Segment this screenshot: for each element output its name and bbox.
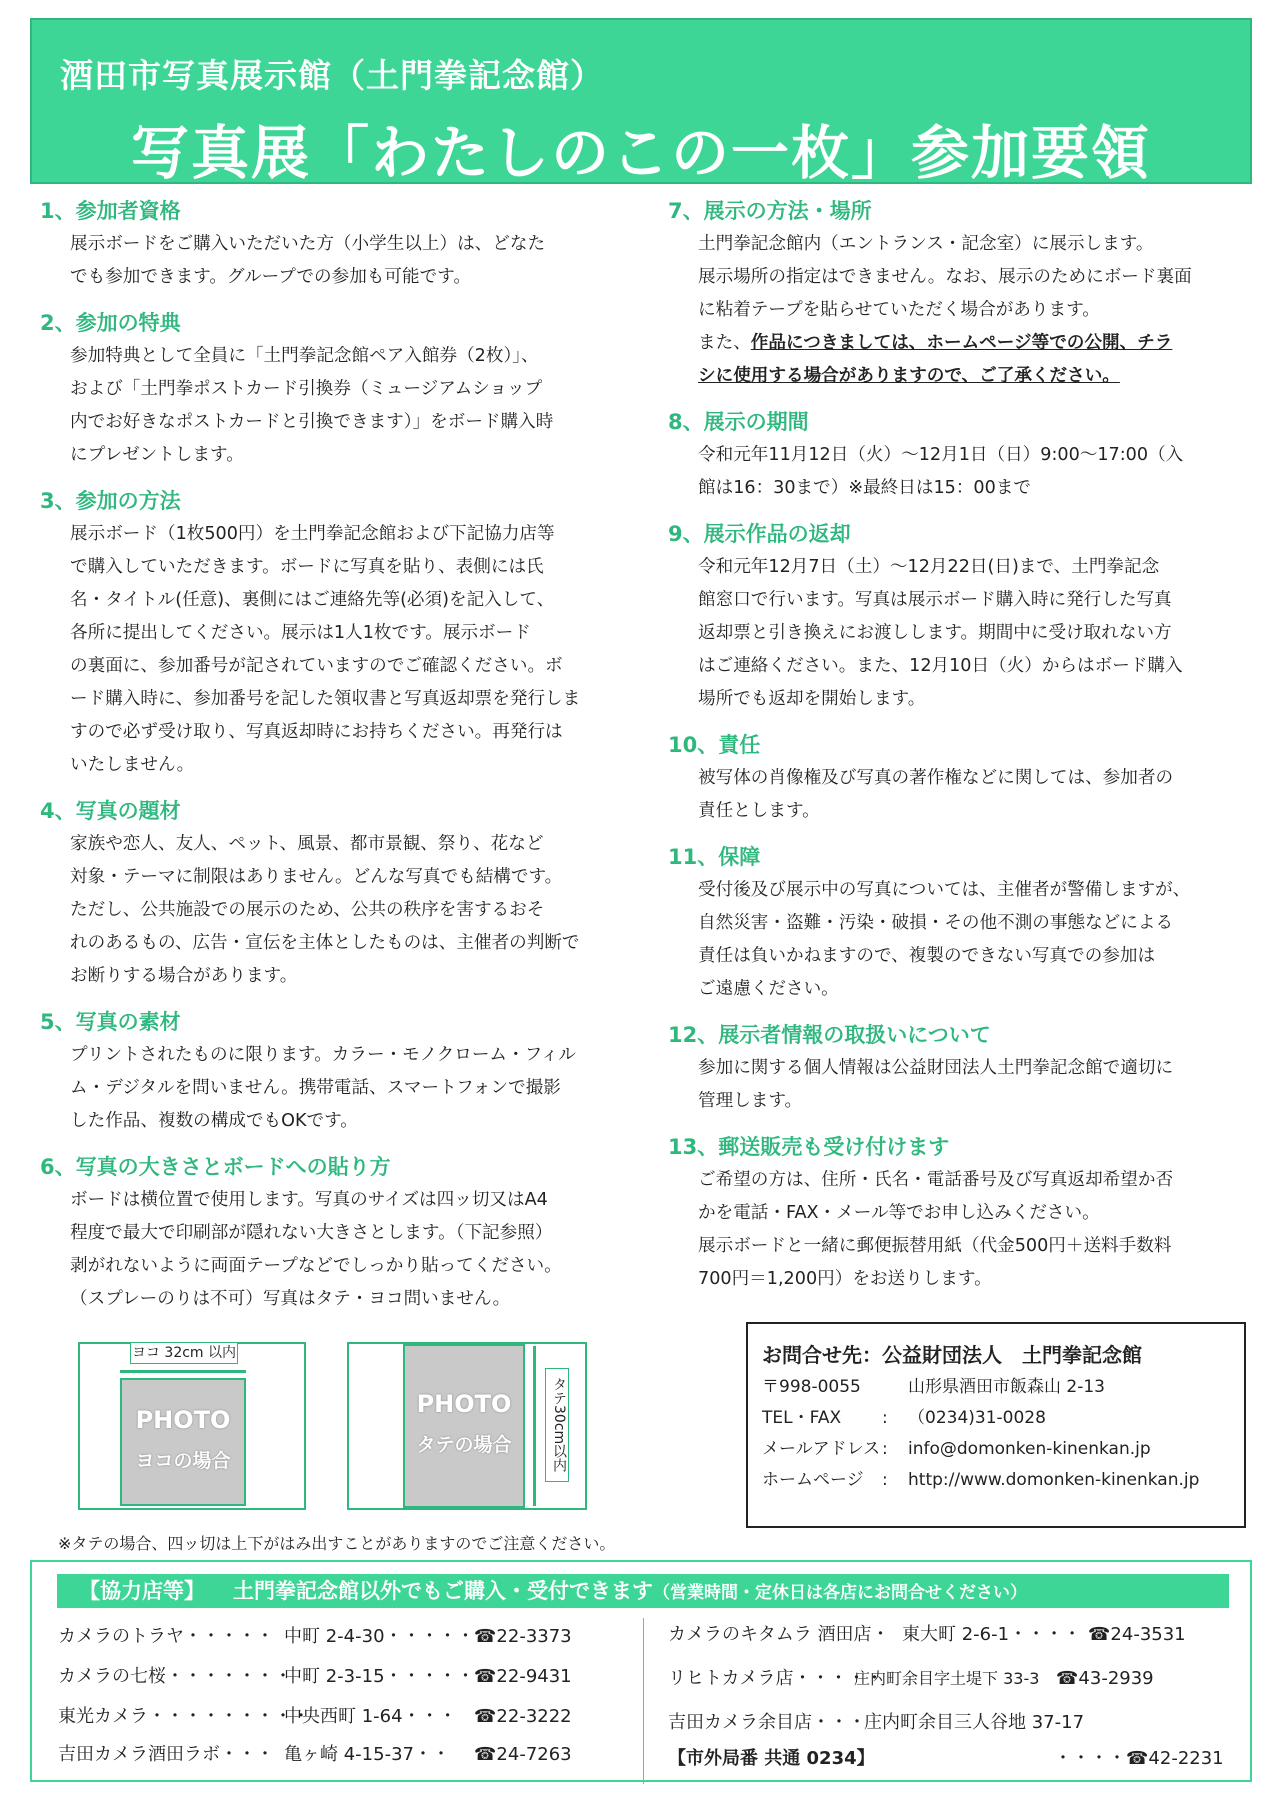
store-name: カメラのキタムラ 酒田店・ (668, 1624, 890, 1645)
section-heading: 3、参加の方法 (40, 489, 181, 513)
banner-note: （営業時間・定休日は各店にお問合せください） (653, 1583, 1027, 1603)
store-address: 中町 2-4-30・・・・・ (284, 1626, 475, 1647)
section-2 (40, 308, 620, 472)
section-heading: 9、展示作品の返却 (668, 522, 851, 546)
store-address: 中央西町 1-64・・・ (284, 1706, 457, 1727)
area-code-note: 【市外局番 共通 0234】 (668, 1748, 875, 1769)
page-title: 写真展「わたしのこの一枚」参加要領 (130, 119, 1151, 187)
orientation-label: ヨコの場合 (135, 1450, 231, 1472)
banner-label: 【協力店等】 (79, 1579, 205, 1603)
section-3 (40, 486, 620, 782)
right-column (668, 196, 1248, 1310)
section-4 (40, 796, 620, 993)
section-body: 土門拳記念館内（エントランス・記念室）に展示します。 展示場所の指定はできません。なお、展示のためにボード裏面 に粘着テープを貼らせていただく場合があります。 (698, 234, 1192, 320)
height-limit-label: タテ30cm以内 (545, 1368, 569, 1482)
section-body: 家族や恋人、友人、ペット、風景、都市景観、祭り、花など 対象・テーマに制限はありません。どんな写真でも結構です。 ただし、公共施設での展示のため、公共の秩序を害するおそ れのあるもの、広告・宣伝を主体としたものは、主催者の判断で お断りする場合があります。 (70, 834, 580, 986)
board-diagram-horizontal (78, 1342, 306, 1510)
store-phone: ☎22-9431 (474, 1666, 572, 1687)
photo-area (403, 1344, 525, 1508)
publication-notice: 作品につきましては、ホームページ等での公開、チラ シに使用する場合がありますので、ご了承ください。 (698, 333, 1173, 386)
height-arrow (533, 1346, 536, 1506)
section-body: 参加に関する個人情報は公益財団法人土門拳記念館で適切に 管理します。 (698, 1058, 1174, 1111)
section-note-wrap (668, 327, 1248, 393)
store-phone: ☎42-2231 (1126, 1748, 1224, 1769)
section-heading: 12、展示者情報の取扱いについて (668, 1023, 991, 1047)
store-name: カメラの七桜・・・・・・・ (58, 1666, 292, 1687)
store-name: 吉田カメラ余目店・・・ (668, 1712, 866, 1733)
section-9 (668, 519, 1248, 716)
contact-value: （0234)31-0028 (908, 1408, 1046, 1428)
section-heading: 2、参加の特典 (40, 311, 181, 335)
store-phone: ☎22-3373 (474, 1626, 572, 1647)
section-body: 参加特典として全員に「土門拳記念館ペア入館券（2枚）」、 および「土門拳ポストカード引換券（ミュージアムショップ 内でお好きなポストカードと引換できます）」をボード購入時 にプレゼントします。 (70, 346, 554, 465)
section-heading: 10、責任 (668, 733, 761, 757)
store-address: 庄内町余目字土堤下 33-3 (854, 1669, 1040, 1688)
section-5 (40, 1007, 620, 1138)
contact-label: ホームページ (762, 1470, 864, 1490)
section-body: 展示ボードをご購入いただいた方（小学生以上）は、どなた でも参加できます。グループでの参加も可能です。 (70, 234, 546, 287)
store-address: 東大町 2-6-1・・・・ (902, 1624, 1082, 1645)
store-address: 中町 2-3-15・・・・・ (284, 1666, 475, 1687)
store-address: ・・・・ (1054, 1748, 1126, 1769)
width-arrow (120, 1370, 246, 1373)
header-banner (30, 18, 1252, 187)
store-item (668, 1666, 1154, 1692)
store-item (668, 1622, 1186, 1648)
store-phone: ☎24-3531 (1088, 1624, 1186, 1645)
store-item (58, 1664, 572, 1690)
store-item (58, 1624, 572, 1650)
store-item (668, 1710, 1084, 1736)
section-body: 令和元年12月7日（土）〜12月22日(日)まで、土門拳記念 館窓口で行います。写真は展示ボード購入時に発行した写真 返却票と引き換えにお渡しします。期間中に受け取れない方 はご連絡ください。また、12月10日（火）からはボード購入 場所でも返却を開始します。 (698, 557, 1183, 709)
contact-label: メールアドレス (762, 1439, 881, 1459)
store-name: リヒトカメラ店・・・・・ (668, 1668, 884, 1689)
section-body: 受付後及び展示中の写真については、主催者が警備しますが、 自然災害・盗難・汚染・破損・その他不測の事態などによる 責任は負いかねますので、複製のできない写真での参加は ご遠慮ください。 (698, 880, 1191, 999)
section-13 (668, 1132, 1248, 1296)
section-heading: 5、写真の素材 (40, 1010, 181, 1034)
photo-label: PHOTO (416, 1390, 512, 1418)
section-12 (668, 1020, 1248, 1118)
partner-stores-box (30, 1560, 1252, 1782)
banner-main: 土門拳記念館以外でもご購入・受付できます (233, 1579, 653, 1603)
contact-row-email: メールアドレス : info@domonken-kinenkan.jp (762, 1434, 1230, 1465)
section-6 (40, 1152, 620, 1316)
section-8 (668, 407, 1248, 505)
contact-box (746, 1322, 1246, 1528)
email-link[interactable]: info@domonken-kinenkan.jp (908, 1439, 1151, 1459)
section-10 (668, 730, 1248, 828)
orientation-label: タテの場合 (416, 1434, 512, 1456)
store-phone: ☎43-2939 (1056, 1668, 1154, 1689)
contact-label: TEL・FAX (762, 1408, 842, 1428)
section-body: 令和元年11月12日（火）〜12月1日（日）9:00〜17:00（入 館は16：30まで）※最終日は15：00まで (698, 445, 1184, 498)
store-address: 亀ヶ崎 4-15-37・・ (284, 1744, 450, 1765)
contact-title: お問合せ先：公益財団法人 土門拳記念館 (762, 1343, 1142, 1367)
left-column (40, 196, 620, 1330)
section-heading: 6、写真の大きさとボードへの貼り方 (40, 1155, 391, 1179)
section-body: 被写体の肖像権及び写真の著作権などに関しては、参加者の 責任とします。 (698, 768, 1174, 821)
stores-divider (643, 1618, 644, 1784)
photo-area (120, 1378, 246, 1506)
note-prefix: また、 (698, 333, 751, 353)
section-heading: 13、郵送販売も受け付けます (668, 1135, 950, 1159)
partner-stores-banner (57, 1574, 1229, 1608)
store-item (668, 1746, 1224, 1772)
section-heading: 8、展示の期間 (668, 410, 809, 434)
store-name: 吉田カメラ酒田ラボ・・・ (58, 1744, 274, 1765)
section-heading: 7、展示の方法・場所 (668, 199, 872, 223)
width-limit-label: ヨコ 32cm 以内 (130, 1342, 238, 1364)
contact-row-web: ホームページ : http://www.domonken-kinenkan.jp (762, 1465, 1230, 1496)
photo-label: PHOTO (135, 1406, 231, 1434)
section-body: 展示ボード（1枚500円）を土門拳記念館および下記協力店等 で購入していただきます。ボードに写真を貼り、表側には氏 名・タイトル(任意)、裏側にはご連絡先等(必須)を記入して、 各所に提出してください。展示は1人1枚です。展示ボード の裏面に、参加番号が記されていますのでご確認ください。ボ ード購入時に、参加番号を記した領収書と写真返却票を発行しま すので必ず受け取り、写真返却時にお持ちください。再発行は いたしません。 (70, 524, 581, 775)
store-phone: ☎22-3222 (474, 1706, 572, 1727)
board-diagram-vertical (347, 1342, 587, 1510)
section-11 (668, 842, 1248, 1006)
store-name: カメラのトラヤ・・・・・ (58, 1626, 274, 1647)
store-item (58, 1704, 572, 1730)
section-7 (668, 196, 1248, 393)
website-link[interactable]: http://www.domonken-kinenkan.jp (908, 1470, 1200, 1490)
store-item (58, 1742, 572, 1768)
section-body: ご希望の方は、住所・氏名・電話番号及び写真返却希望か否 かを電話・FAX・メール等でお申し込みください。 展示ボードと一緒に郵便振替用紙（代金500円＋送料手数料 700円＝1,200円）をお送りします。 (698, 1170, 1174, 1289)
contact-label: 〒998-0055 (762, 1377, 861, 1397)
section-heading: 1、参加者資格 (40, 199, 181, 223)
store-address: 庄内町余目三人谷地 37-17 (864, 1712, 1085, 1733)
section-body: プリントされたものに限ります。カラー・モノクローム・フィル ム・デジタルを問いません。携帯電話、スマートフォンで撮影 した作品、複数の構成でもOKです。 (70, 1045, 576, 1131)
section-1 (40, 196, 620, 294)
header-subtitle: 酒田市写真展示館（土門拳記念館） (60, 56, 604, 95)
caution-note: ※タテの場合、四ッ切は上下がはみ出すことがありますのでご注意ください。 (58, 1534, 616, 1553)
section-heading: 11、保障 (668, 845, 761, 869)
store-name: 東光カメラ・・・・・・・・・ (58, 1706, 310, 1727)
store-phone: ☎24-7263 (474, 1744, 572, 1765)
contact-value: 山形県酒田市飯森山 2-13 (908, 1377, 1105, 1397)
section-body: ボードは横位置で使用します。写真のサイズは四ッ切又はA4 程度で最大で印刷部が隠れない大きさとします。（下記参照） 剥がれないように両面テープなどでしっかり貼ってください。 （スプレーのりは不可）写真はタテ・ヨコ問いません。 (70, 1190, 562, 1309)
section-heading: 4、写真の題材 (40, 799, 181, 823)
contact-row-address (762, 1372, 1230, 1403)
contact-row-tel: TEL・FAX : （0234)31-0028 (762, 1403, 1230, 1434)
